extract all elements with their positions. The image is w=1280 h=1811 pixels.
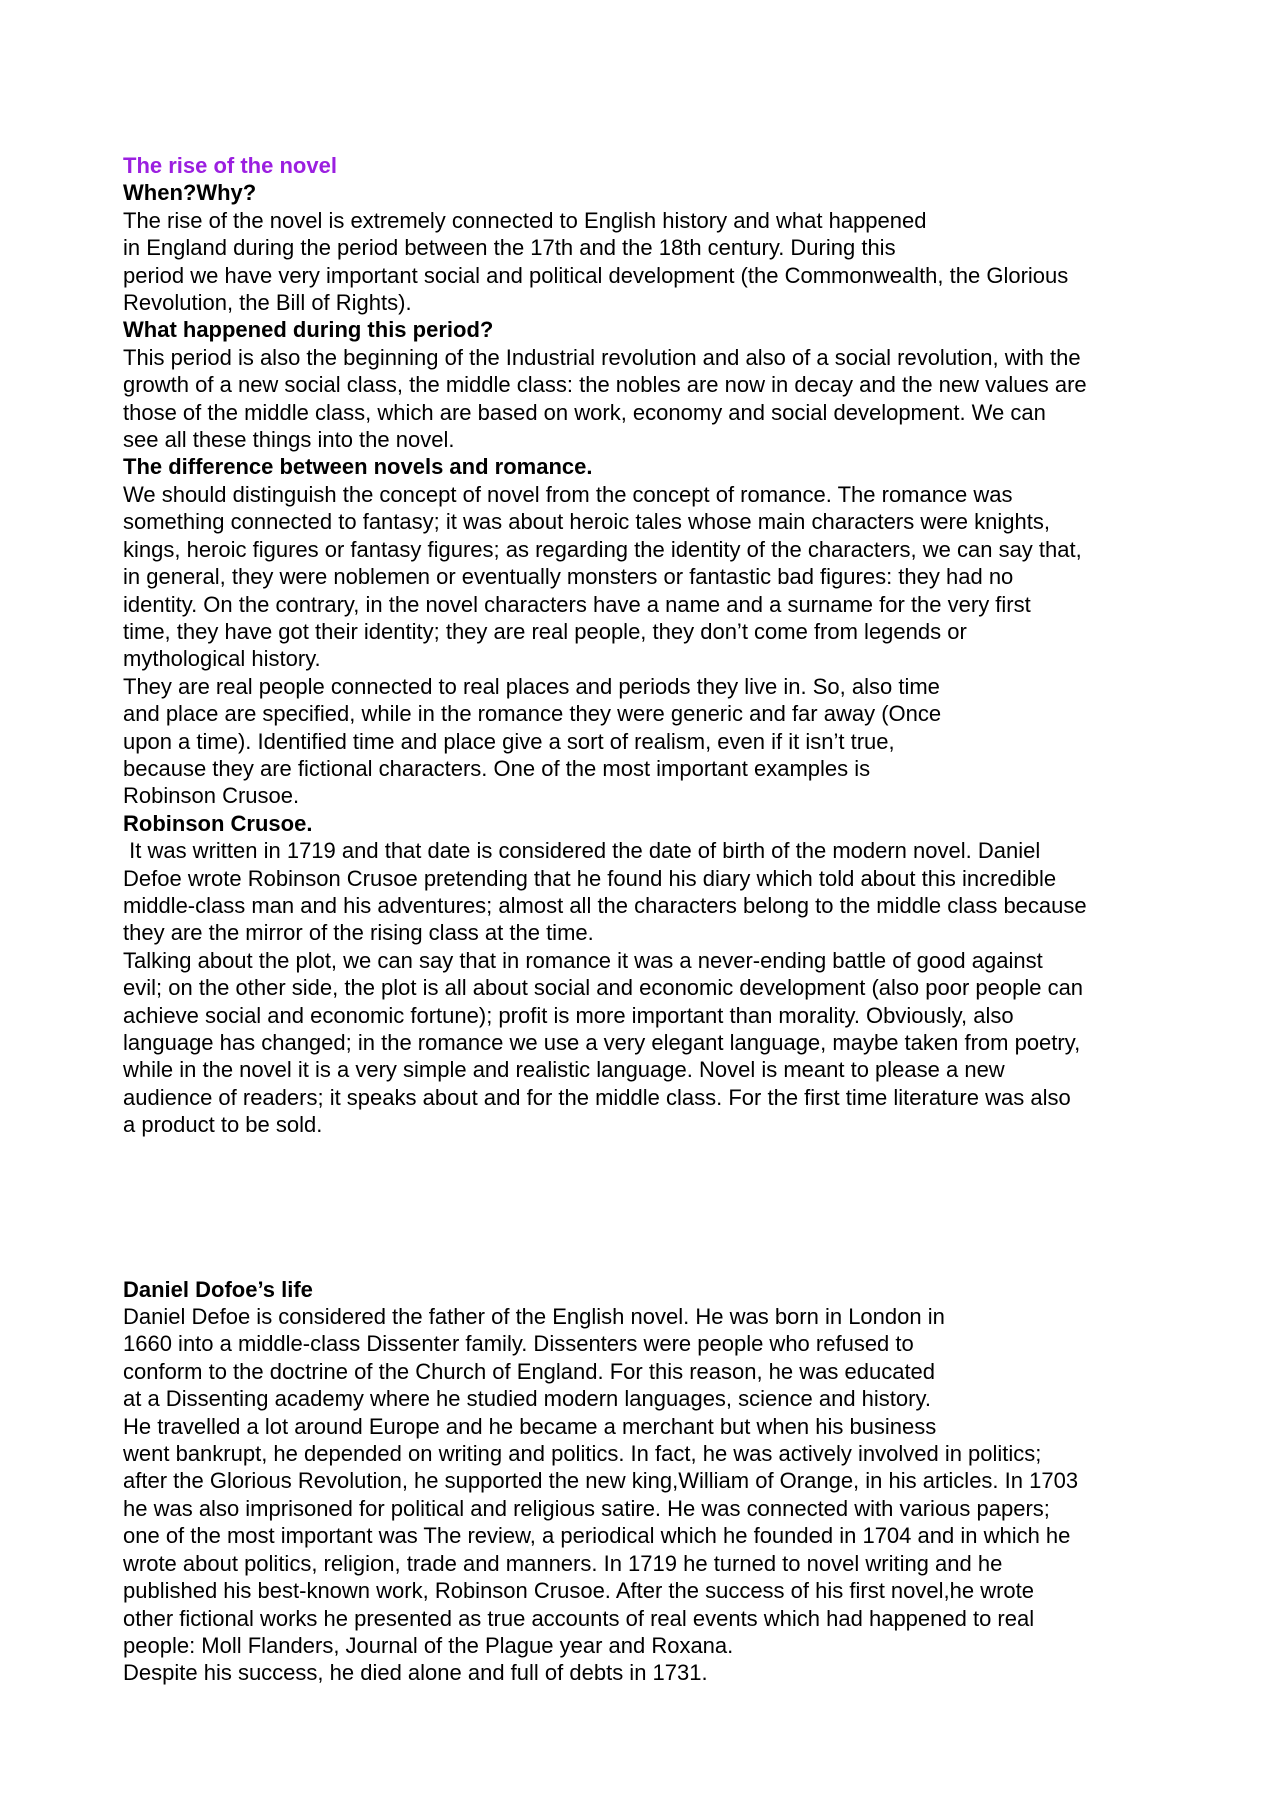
- text-line: at a Dissenting academy where he studied modern languages, science and history.: [123, 1386, 931, 1412]
- section-heading: When?Why?: [123, 180, 257, 206]
- text-line: They are real people connected to real places and periods they live in. So, also time: [123, 673, 940, 699]
- section-heading: The difference between novels and romance.: [123, 454, 593, 480]
- text-line: a product to be sold.: [123, 1112, 323, 1138]
- text-line: identity. On the contrary, in the novel characters have a name and a surname for the very first: [123, 591, 1031, 617]
- section-defoe-life: [123, 1276, 1183, 1687]
- text-line: after the Glorious Revolution, he supported the new king,William of Orange, in his articles. In 1703: [123, 1468, 1079, 1494]
- text-line: language has changed; in the romance we use a very elegant language, maybe taken from poetry,: [123, 1030, 1081, 1055]
- text-line: kings, heroic figures or fantasy figures; as regarding the identity of the characters, we can say that,: [123, 536, 1082, 562]
- text-line: This period is also the beginning of the Industrial revolution and also of a social revolution, with the: [123, 344, 1081, 370]
- text-line: Talking about the plot, we can say that in romance it was a never-ending battle of good against: [123, 947, 1043, 973]
- text-line: and place are specified, while in the romance they were generic and far away (Once: [123, 701, 942, 727]
- text-line: while in the novel it is a very simple and realistic language. Novel is meant to please a new: [123, 1057, 1005, 1083]
- text-line: time, they have got their identity; they are real people, they don’t come from legends or: [123, 618, 967, 644]
- text-line: Despite his success, he died alone and full of debts in 1731.: [123, 1660, 708, 1686]
- text-line: The rise of the novel is extremely connected to English history and what happened: [123, 207, 927, 233]
- text-line: We should distinguish the concept of novel from the concept of romance. The romance was: [123, 481, 1013, 507]
- section-heading: Robinson Crusoe.: [123, 810, 313, 836]
- blank-space: [123, 1139, 1183, 1276]
- text-line: published his best-known work, Robinson Crusoe. After the success of his first novel,he wrote: [123, 1578, 1035, 1604]
- text-line: something connected to fantasy; it was about heroic tales whose main characters were knights,: [123, 509, 1050, 535]
- text-line: Revolution, the Bill of Rights).: [123, 290, 412, 316]
- section-what-happened: [123, 316, 1183, 453]
- text-line: other fictional works he presented as true accounts of real events which had happened to real: [123, 1605, 1035, 1631]
- text-line: Daniel Defoe is considered the father of the English novel. He was born in London in: [123, 1304, 945, 1330]
- text-line: Robinson Crusoe.: [123, 783, 300, 809]
- text-line: went bankrupt, he depended on writing and politics. In fact, he was actively involved in politics;: [123, 1441, 1042, 1467]
- text-line: they are the mirror of the rising class at the time.: [123, 920, 594, 946]
- text-line: It was written in 1719 and that date is considered the date of birth of the modern novel. Daniel: [123, 838, 1041, 864]
- section-difference: [123, 453, 1183, 809]
- text-line: in England during the period between the 17th and the 18th century. During this: [123, 235, 896, 261]
- text-line: He travelled a lot around Europe and he became a merchant but when his business: [123, 1413, 937, 1439]
- text-line: growth of a new social class, the middle class: the nobles are now in decay and the new values are: [123, 372, 1087, 398]
- text-line: one of the most important was The review, a periodical which he founded in 1704 and in which he: [123, 1523, 1071, 1549]
- text-line: middle-class man and his adventures; almost all the characters belong to the middle class because: [123, 892, 1087, 918]
- section-heading: Daniel Dofoe’s life: [123, 1276, 313, 1302]
- text-line: in general, they were noblemen or eventually monsters or fantastic bad figures: they had no: [123, 564, 1014, 590]
- text-line: audience of readers; it speaks about and for the middle class. For the first time literature was also: [123, 1084, 1071, 1110]
- text-line: 1660 into a middle-class Dissenter family. Dissenters were people who refused to: [123, 1331, 914, 1357]
- section-robinson-crusoe: [123, 810, 1183, 1139]
- text-line: upon a time). Identified time and place give a sort of realism, even if it isn’t true,: [123, 728, 895, 754]
- text-line: conform to the doctrine of the Church of England. For this reason, he was educated: [123, 1358, 936, 1384]
- document-title: The rise of the novel: [123, 153, 337, 178]
- document-body: [123, 152, 1183, 1687]
- text-line: evil; on the other side, the plot is all about social and economic development (also poor people can: [123, 975, 1084, 1001]
- section-heading: What happened during this period?: [123, 317, 494, 343]
- text-line: those of the middle class, which are based on work, economy and social development. We can: [123, 399, 1046, 425]
- text-line: because they are fictional characters. One of the most important examples is: [123, 755, 871, 781]
- text-line: period we have very important social and political development (the Commonwealth, the Glorious: [123, 262, 1069, 288]
- text-line: see all these things into the novel.: [123, 427, 455, 453]
- text-line: wrote about politics, religion, trade and manners. In 1719 he turned to novel writing and he: [123, 1550, 1003, 1576]
- text-line: he was also imprisoned for political and religious satire. He was connected with various papers;: [123, 1495, 1050, 1521]
- section-when-why: [123, 179, 1183, 316]
- text-line: mythological history.: [123, 646, 321, 672]
- text-line: Defoe wrote Robinson Crusoe pretending that he found his diary which told about this incredible: [123, 865, 1057, 891]
- text-line: people: Moll Flanders, Journal of the Plague year and Roxana.: [123, 1632, 734, 1658]
- text-line: achieve social and economic fortune); profit is more important than morality. Obviously, also: [123, 1002, 1014, 1028]
